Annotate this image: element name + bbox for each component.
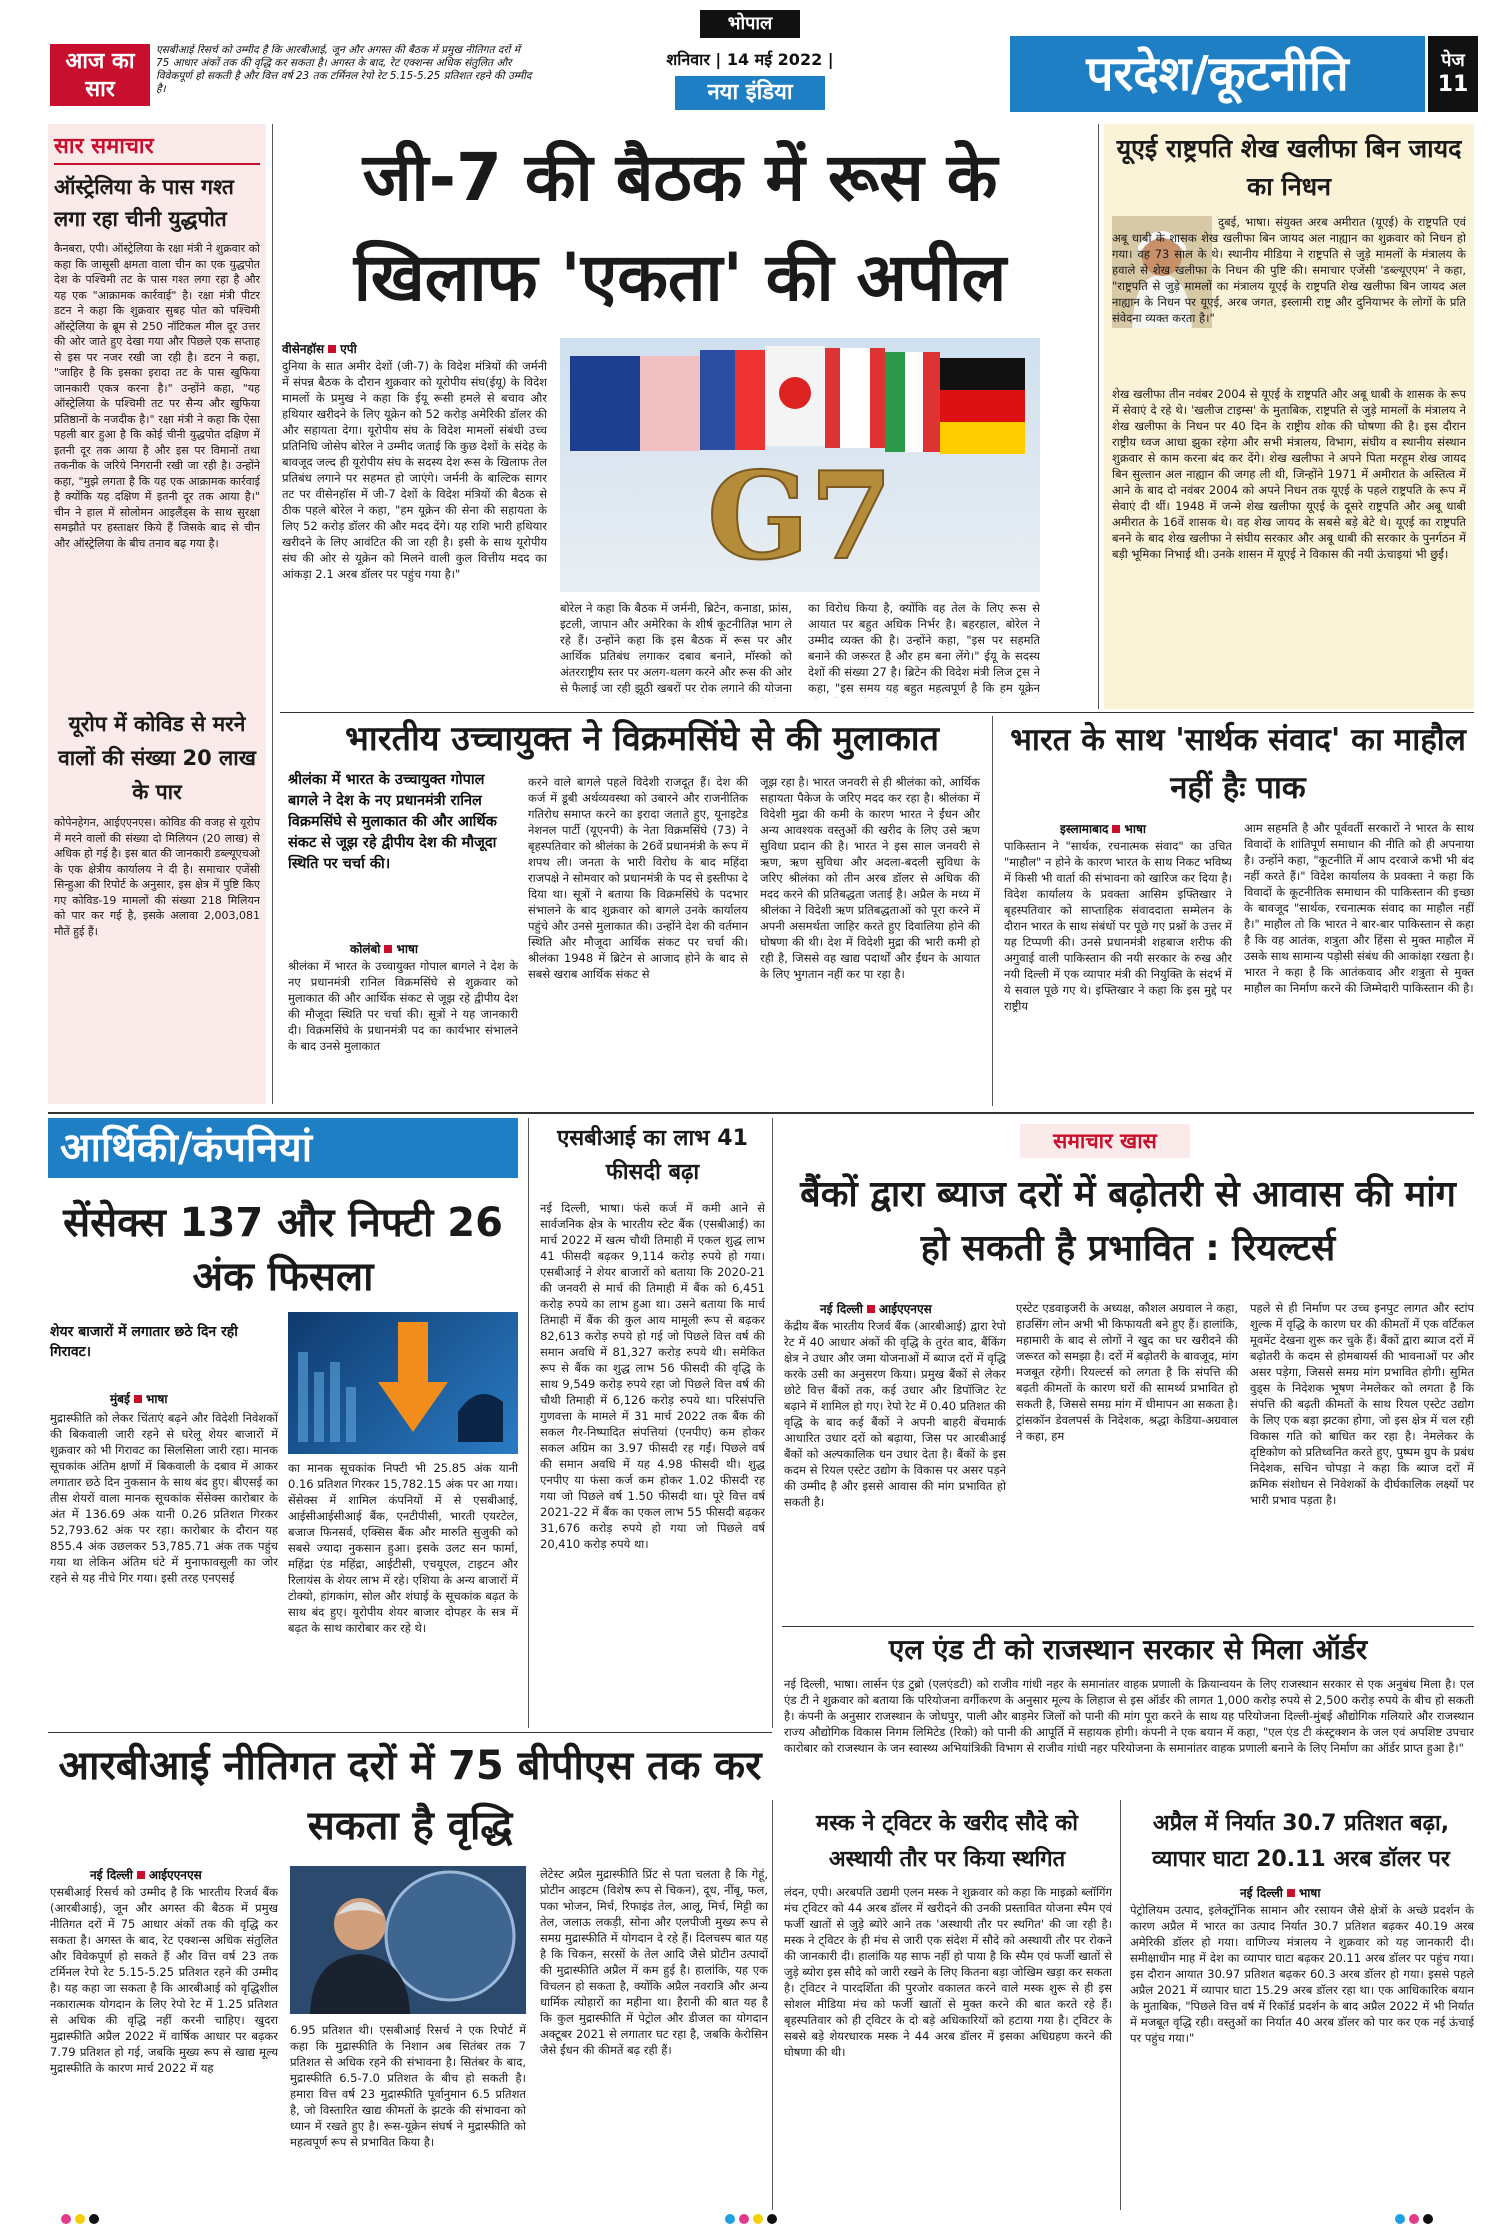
uae-box xyxy=(1104,124,1474,709)
musk-body: लंदन, एपी। अरबपति उद्यमी एलन मस्क ने शुक्रवार को कहा कि माइक्रो ब्लॉगिंग मंच ट्विटर को 44 अरब डॉलर में खरीदने की उनकी प्रस्तावित योजना स्पैम एवं फर्जी खातों से जुड़े ब्योरे आने तक 'अस्थायी तौर पर स्थगित' की जा रही है। मस्क ने ट्विटर के ही मंच से जारी एक संदेश में सौदे को अस्थायी तौर पर रोकने की जानकारी दी। हालांकि यह साफ नहीं हो पाया है कि स्पैम एवं फर्जी खातों से जुड़े ब्योरा इस सौदे को जारी रखने के लिए कितना बड़ा जोखिम खड़ा कर सकता है। ट्विटर ने पारदर्शिता की पुरजोर वकालत करने वाले मस्क शुरू से ही इस सोशल मीडिया मंच को फर्जी खातों से मुक्त करने की बात करते रहे हैं। बृहस्पतिवार को ही ट्विटर के दो बड़े अधिकारियों को हटाया गया है। ट्विटर के सबसे बड़े शेयरधारक मस्क ने 44 अरब डॉलर में इसका अधिग्रहण करने की घोषणा की थी। xyxy=(784,1885,1112,2059)
paper-logo-text: नया इंडिया xyxy=(707,80,793,105)
section-banner xyxy=(1010,36,1425,112)
samachar-khas-tag xyxy=(1020,1124,1190,1158)
uae-body-1: दुबई, भाषा। संयुक्त अरब अमीरात (यूएई) के राष्ट्रपति एवं अबू धाबी के शासक शेख खलीफा बिन जायद अल नाह्यान का शुक्रवार को निधन हो गया। वह 73 साल के थे। स्थानीय मीडिया ने राष्ट्रपति से जुड़े मामलों के मंत्रालय के हवाले से शेख खलीफा के निधन की पुष्टि की। समाचार एजेंसी 'डब्ल्यूएएम' ने कहा, "राष्ट्रपति से जुड़े मामलों का मंत्रालय यूएई के राष्ट्रपति शेख खलीफा बिन जायद अल नाह्यान के निधन पर यूएई, अरब जगत, इस्लामी राष्ट्र और दुनियाभर के लोगों के प्रति संवेदना व्यक्त करता है।" xyxy=(1112,215,1466,325)
byline-square-icon xyxy=(328,345,336,353)
byline-square-icon xyxy=(137,1871,145,1879)
date-line: शनिवार | 14 मई 2022 | xyxy=(666,50,834,69)
export-byline xyxy=(1240,1884,1440,1901)
rbi-right-rule xyxy=(772,1800,773,2210)
rbi-col2: 6.95 प्रतिशत थी। एसबीआई रिसर्च ने एक रिपोर्ट में कहा कि मुद्रास्फीति के निशान अब सितंबर तक 7 प्रतिशत से अधिक रहने की संभावना है। सितंबर के बाद, मुद्रास्फीति 6.5-7.0 प्रतिशत के बीच हो सकती है। हमारा वित्त वर्ष 23 मुद्रास्फीति पूर्वानुमान 6.5 प्रतिशत है, जो विस्तारित खाद्य कीमतों के झटके की संभावना को ध्यान में रखते हुए है। रूस-यूक्रेन संघर्ष ने मुद्रास्फीति को महत्वपूर्ण रूप से प्रभावित किया है। xyxy=(290,2023,526,2149)
srilanka-col1: श्रीलंका में भारत के उच्चायुक्त गोपाल बागले ने देश के नए प्रधानमंत्री रानिल विक्रमसिंघे से शुक्रवार को मुलाकात की और आर्थिक संकट से जूझ रहे द्वीपीय देश की मौजूदा स्थिति पर चर्चा की। सूत्रों ने यह जानकारी दी। विक्रमसिंघे के प्रधानमंत्री पद का कार्यभार संभालने के बाद उनसे मुलाकात xyxy=(288,959,518,1053)
mid-rule-1 xyxy=(280,712,1474,713)
khas-headline: बैंकों द्वारा ब्याज दरों में बढ़ोतरी से आवास की मांग हो सकती है प्रभावित : रियल्टर्स xyxy=(800,1174,1456,1269)
g7-byline-place: वीसेनहॉस xyxy=(282,342,325,356)
khas-byline-place: नई दिल्ली xyxy=(820,1302,863,1316)
lt-body: नई दिल्ली, भाषा। लार्सन एंड टुब्रो (एलएंडटी) को राजीव गांधी नहर के समानांतर वाहक प्रणाली के क्रियान्वयन के लिए राजस्थान सरकार से एक अनुबंध मिला है। एल एंड टी ने शुक्रवार को बताया कि परियोजना वर्गीकरण के अनुसार मूल्य के लिहाज से इस ऑर्डर की लागत 1,000 करोड़ रुपये से 2,500 करोड़ रुपये के बीच हो सकती है। कंपनी के अनुसार राजस्थान के जोधपुर, पाली और बाड़मेर जिलों को पानी की मांग पूरा करने के साथ यह परियोजना दिल्ली-मुंबई औद्योगिक गलियारे और राजस्थान राज्य औद्योगिक विकास निगम लिमिटेड (रिको) को पानी की आपूर्ति में सहायक होगी। कंपनी ने एक बयान में कहा, "एल एंड टी कंस्ट्रक्शन के जल एवं अपशिष्ट उपचार कारोबार को राजस्थान के जन स्वास्थ्य अभियांत्रिकी विभाग से राजीव गांधी नहर परियोजना के समानांतर वाहक प्रणाली बनाने के लिए निर्माण का ऑर्डर प्राप्त हुआ है।" xyxy=(784,1677,1474,1755)
byline-square-icon xyxy=(1287,1889,1295,1897)
sensex-deck: शेयर बाजारों में लगातार छठे दिन रही गिरावट। xyxy=(50,1324,238,1360)
aaj-ka-saar-box xyxy=(50,44,150,106)
pak-col2: आम सहमति है और पूर्ववर्ती सरकारों ने भारत के साथ विवादों के शांतिपूर्ण समाधान की नीति को ही अपनाया है। उन्होंने कहा, "कूटनीति में आप दरवाजे कभी भी बंद नहीं करते हैं।" विदेश कार्यालय के प्रवक्ता ने कहा कि विवादों के कूटनीतिक समाधान की पाकिस्तान की इच्छा के बावजूद "सार्थक, रचनात्मक संवाद का माहौल नहीं है।" माहौल तो कि भारत ने बार-बार पाकिस्तान से कहा है कि वह आतंक, शत्रुता और हिंसा से मुक्त माहौल में उसके साथ सामान्य पड़ोसी संबंध की आकांक्षा रखता है। भारत ने कहा है कि आतंकवाद और शत्रुता से मुक्त माहौल का निर्माण करने की जिम्मेदारी पाकिस्तान की है। xyxy=(1244,821,1474,995)
paper-name xyxy=(675,76,825,110)
rbi-top-rule xyxy=(48,1732,772,1733)
page-number: 11 xyxy=(1437,72,1469,97)
left-column-rule xyxy=(272,124,273,1104)
mid-rule-2 xyxy=(48,1112,1474,1114)
sbi-body: नई दिल्ली, भाषा। फंसे कर्ज में कमी आने से सार्वजनिक क्षेत्र के भारतीय स्टेट बैंक (एसबीआई) का मार्च 2022 में खत्म चौथी तिमाही में एकल शुद्ध लाभ 41 फीसदी बढ़कर 9,114 करोड़ रुपये हो गया। एसबीआई ने शेयर बाजारों को बताया कि 2020-21 की जनवरी से मार्च की तिमाही में बैंक को 6,451 करोड़ रुपये का लाभ हुआ था। उसने बताया कि मार्च तिमाही में बैंक की कुल आय मामूली रूप से बढ़कर 82,613 करोड़ रुपये हो गई जो पिछले वित्त वर्ष की समान अवधि में 81,327 करोड़ रुपये थी। समेकित रूप से बैंक का शुद्ध लाभ 56 फीसदी की वृद्धि के साथ 9,549 करोड़ रुपये रहा जो पिछले वित्त वर्ष की चौथी तिमाही में 6,126 करोड़ रुपये था। परिसंपत्ति गुणवत्ता के मामले में 31 मार्च 2022 तक बैंक की सकल गैर-निष्पादित संपत्तियां (एनपीए) कम होकर सकल अग्रिम का 3.97 फीसदी रह गईं। पिछले वर्ष की समान अवधि में यह 4.98 फीसदी थी। शुद्ध एनपीए या फंसा कर्ज कम होकर 1.02 फीसदी रह गया जो पिछले वर्ष 1.50 फीसदी था। पूरे वित्त वर्ष 2021-22 में बैंक का एकल लाभ 55 फीसदी बढ़कर 31,676 करोड़ रुपये हो गया जो पिछले वर्ष 20,410 करोड़ रुपये था। xyxy=(540,1201,765,1551)
pak-byline xyxy=(1060,820,1240,837)
khas-col3: पहले से ही निर्माण पर उच्च इनपुट लागत और स्टांप शुल्क में वृद्धि के कारण घर की कीमतों में एक वर्टिकल मूवमेंट देखना शुरू कर चुके हैं। बैंकों द्वारा ब्याज दरों में बढ़ोतरी के कदम से होमबायर्स की भावनाओं पर और असर पड़ेगा, जिससे समग्र मांग प्रभावित होगी। सुमित वुड्स के निदेशक भूषण नेमलेकर को लगता है कि संपत्ति की बढ़ती कीमतों के साथ रियल एस्टेट उद्योग के लिए एक बड़ा झटका होगा, जो इस क्षेत्र में चल रही विकास गति को बाधित कर रहा है। नेमलेकर के दृष्टिकोण को प्रतिध्वनित करते हुए, पुष्पम ग्रुप के प्रबंध निदेशक, सचिन चोपड़ा ने कहा कि ब्याज दरों में क्रमिक संशोधन से निवेशकों के दीर्घकालिक लक्ष्यों पर भारी प्रभाव पड़ता है। xyxy=(1250,1301,1474,1507)
rbi-byline xyxy=(90,1866,290,1883)
europe-covid-headline: यूरोप में कोविड से मरने वालों की संख्या 20 लाख के पार xyxy=(58,712,256,804)
g7-right-rule xyxy=(1098,124,1099,709)
khas-byline xyxy=(820,1300,1020,1317)
g7-col2: बोरेल ने कहा कि बैठक में जर्मनी, ब्रिटेन, कनाडा, फ्रांस, इटली, जापान और अमेरिका के शीर्ष कूटनीतिज्ञ भाग ले रहे हैं। उन्होंने कहा कि इस बैठक में रूस पर और आर्थिक प्रतिबंध लगाकर दबाव बनाने, मॉस्को को अंतरराष्ट्रीय स्तर पर अलग-थलग करने और रूस की ओर से फैलाई जा रही झूठी खबरों पर रोक लगाने की योजना xyxy=(560,601,792,695)
musk-headline: मस्क ने ट्विटर के खरीद सौदे को अस्थायी तौर पर किया स्थगित xyxy=(816,1811,1078,1872)
srilanka-right-rule xyxy=(992,716,993,1106)
uae-headline: यूएई राष्ट्रपति शेख खलीफा बिन जायद का निधन xyxy=(1116,134,1462,201)
byline-square-icon xyxy=(867,1305,875,1313)
srilanka-col3: जूझ रहा है। भारत जनवरी से ही श्रीलंका को, आर्थिक सहायता पैकेज के जरिए मदद कर रहा है। श्रीलंका में विदेशी मुद्रा की कमी के कारण भारत ने ईंधन और अन्य आवश्यक वस्तुओं की खरीद के लिए उसे ऋण सुविधा प्रदान की है। भारत ने इस साल जनवरी से ऋण, ऋण सुविधा और अदला-बदली सुविधा के जरिए श्रीलंका को तीन अरब डॉलर से अधिक की मदद करने की प्रतिबद्धता जताई है। अप्रैल के मध्य में श्रीलंका ने विदेशी ऋण प्रतिबद्धताओं को पूरा करने में अपनी असमर्थता जाहिर करते हुए दिवालिया होने की घोषणा की थी। देश में विदेशी मुद्रा की भारी कमी हो रही है, जिससे वह खाद्य पदार्थों और ईंधन के आयात के लिए भुगतान नहीं कर पा रहा है। xyxy=(760,775,980,981)
khas-bottom-rule xyxy=(782,1626,1474,1627)
export-byline-place: नई दिल्ली xyxy=(1240,1886,1283,1900)
lt-headline: एल एंड टी को राजस्थान सरकार से मिला ऑर्डर xyxy=(888,1633,1368,1666)
g7-logo-text: G7 xyxy=(707,446,893,587)
pak-headline: भारत के साथ 'सार्थक संवाद' का माहौल नहीं हैः पाक xyxy=(1010,722,1466,806)
rbi-col1: एसबीआई रिसर्च को उम्मीद है कि भारतीय रिजर्व बैंक (आरबीआई), जून और अगस्त की बैठक में प्रमुख नीतिगत दरों में 75 आधार अंकों तक की वृद्धि कर सकता है। अगस्त के बाद, रेट एक्शन्स अधिक संतुलित और विवेकपूर्ण हो सकते हैं और वित्त वर्ष 23 तक टर्मिनल रेपो रेट 5.15-5.25 प्रतिशत रहने की उम्मीद है। यह कहा जा सकता है कि आरबीआई को वृद्धिशील नकारात्मक योगदान के लिए रेपो रेट में 1.25 प्रतिशत से अधिक की वृद्धि नहीं करनी चाहिए। खुदरा मुद्रास्फीति अप्रैल 2022 में वार्षिक आधार पर बढ़कर 7.79 प्रतिशत हो गई, जबकि मुख्य रूप से खाद्य मूल्य मुद्रास्फीति के कारण मार्च 2022 में यह xyxy=(50,1885,278,2075)
srilanka-col2: करने वाले बागले पहले विदेशी राजदूत हैं। देश की कर्ज में डूबी अर्थव्यवस्था को उबारने और राजनीतिक गतिरोध समाप्त करने का इरादा जताते हुए, यूनाइटेड नेशनल पार्टी (यूएनपी) के नेता विक्रमसिंघे (73) ने बृहस्पतिवार को श्रीलंका के 26वें प्रधानमंत्री के रूप में शपथ ली। जनता के भारी विरोध के बाद महिंदा राजपक्षे ने सोमवार को प्रधानमंत्री के पद से इस्तीफा दे दिया था। सूत्रों ने बताया कि विक्रमसिंघे के पदभार संभालने के बाद शुक्रवार को बागले उनके कार्यालय पहुंचे और उनसे मुलाकात की। उन्होंने देश की वर्तमान स्थिति और मौजूदा आर्थिक संकट पर चर्चा की। श्रीलंका 1948 में ब्रिटेन से आजाद होने के बाद से सबसे खराब आर्थिक संकट से xyxy=(528,775,748,981)
g7-col1: दुनिया के सात अमीर देशों (जी-7) के विदेश मंत्रियों की जर्मनी में संपन्न बैठक के दौरान शुक्रवार को यूरोपीय संघ(ईयू) के विदेश मामलों के प्रमुख ने कहा कि ईयू रूसी हमले से बचाव और हथियार खरीदने के लिए यूक्रेन को 52 करोड़ अमेरिकी डॉलर की और सहायता देगा। यूरोपीय संघ के विदेश मामलों संबंधी उच्च प्रतिनिधि जोसेप बोरेल ने उम्मीद जताई कि कुछ देशों के संदेह के बावजूद जल्द ही यूरोपीय संघ के सदस्य देश रूस के खिलाफ तेल प्रतिबंध लगाने पर सहमत हो जाएंगे। जर्मनी के बाल्टिक सागर तट पर वीसेनहॉस में जी-7 देशों के विदेश मंत्रियों की बैठक से ठीक पहले बोरेल ने कहा, "हम यूक्रेन की सेना की सहायता के लिए 52 करोड़ डॉलर की और मदद देंगे। यह राशि भारी हथियार खरीदने के लिए आवंटित की जा रही है। इसी के साथ यूरोपीय संघ की ओर से यूक्रेन को मिलने वाली कुल वित्तीय मदद का आंकड़ा 2.1 अरब डॉलर पर पहुंच गया है।" xyxy=(282,359,547,581)
srilanka-byline-agency: भाषा xyxy=(396,942,419,956)
srilanka-headline: भारतीय उच्चायुक्त ने विक्रमसिंघे से की मुलाकात xyxy=(344,719,939,759)
color-dots-icon xyxy=(60,2213,1440,2225)
print-registration-marks xyxy=(60,2210,1440,2222)
g7-col3: का विरोध किया है, क्योंकि वह तेल के लिए रूस से आयात पर बहुत अधिक निर्भर है। बहरहाल, बोरेल ने उम्मीद व्यक्त की है। उन्होंने कहा, "इस पर सहमति बनाने की जरूरत है और हम बना लेंगे।" ईयू के सदस्य देशों की संख्या 27 है। ब्रिटेन की विदेश मंत्री लिज ट्रस ने कहा, "इस समय यह बहुत महत्वपूर्ण है कि हम यूक्रेन xyxy=(808,601,1040,695)
page-number-box xyxy=(1428,36,1478,112)
byline-square-icon xyxy=(134,1395,142,1403)
export-body: पेट्रोलियम उत्पाद, इलेक्ट्रॉनिक सामान और रसायन जैसे क्षेत्रों के अच्छे प्रदर्शन के कारण अप्रैल में भारत का उत्पाद निर्यात 30.7 प्रतिशत बढ़कर 40.19 अरब अमेरिकी डॉलर हो गया। वाणिज्य मंत्रालय ने शुक्रवार को यह जानकारी दी। समीक्षाधीन माह में देश का व्यापार घाटा बढ़कर 20.11 अरब डॉलर पर पहुंच गया। इस दौरान आयात 30.97 प्रतिशत बढ़कर 60.3 अरब डॉलर हो गया। इससे पहले अप्रैल 2021 में व्यापार घाटा 15.29 अरब डॉलर रहा था। एक आधिकारिक बयान के मुताबिक, "पिछले वित्त वर्ष में रिकॉर्ड प्रदर्शन के बाद अप्रैल 2022 में भी निर्यात में मजबूत वृद्धि रही। वस्तुओं का निर्यात 40 अरब डॉलर को पार कर एक नई ऊंचाई पर पहुंच गया।" xyxy=(1130,1903,1474,2045)
g7-headline: जी-7 की बैठक में रूस के खिलाफ 'एकता' की अपील xyxy=(353,139,1007,316)
samachar-khas-label: समाचार खास xyxy=(1053,1129,1157,1153)
china-warship-body: कैनबरा, एपी। ऑस्ट्रेलिया के रक्षा मंत्री ने शुक्रवार को कहा कि जासूसी क्षमता वाला चीन का एक युद्धपोत देश के पश्चिमी तट के पास गश्त लगा रहा है और यह एक "आक्रामक कार्रवाई" है। रक्षा मंत्री पीटर डटन ने कहा कि शुक्रवार सुबह पोत को पश्चिमी ऑस्ट्रेलिया के ब्रूम से 250 नॉटिकल मील दूर उत्तर की ओर जाते हुए देखा गया और पिछले एक सप्ताह से इस पर नजर रखी जा रही है। डटन ने कहा, "जाहिर है कि इसका इरादा तट के पास खुफिया जानकारी एकत्र करना है।" उन्होंने कहा, "यह ऑस्ट्रेलिया के पश्चिमी तट पर सैन्य और खुफिया प्रतिष्ठानों के नजदीक है।" रक्षा मंत्री ने कहा कि ऐसा पहली बार हुआ है कि कोई चीनी युद्धपोत दक्षिण में इतनी दूर तक आया है और इस पर विमानों तथा तकनीक के जरिये निगरानी रखी जा रही है। उन्होंने कहा, "मुझे लगता है कि यह एक आक्रामक कार्रवाई है क्योंकि यह दक्षिण में इतनी दूर तक आया है।" चीन ने हाल में सोलोमन आइलैंड्स के साथ सुरक्षा समझौते पर हस्ताक्षर किये हैं जिसके बाद से चीन और ऑस्ट्रेलिया के बीच तनाव बढ़ गया है। xyxy=(54,242,260,550)
sensex-byline-agency: भाषा xyxy=(145,1392,168,1406)
byline-square-icon xyxy=(1112,825,1120,833)
stock-market-graphic xyxy=(288,1312,518,1454)
rbi-governor-photo xyxy=(290,1866,526,2014)
rbi-headline: आरबीआई नीतिगत दरों में 75 बीपीएस तक कर सकता है वृद्धि xyxy=(58,1743,762,1849)
sbi-right-rule xyxy=(772,1118,773,1728)
khas-col2: एस्टेट एडवाइजरी के अध्यक्ष, कौशल अग्रवाल ने कहा, हाउसिंग लोन अभी भी किफायती बने हुए हैं। हालांकि, महामारी के बाद से लोगों ने खुद का घर खरीदने की जरूरत को समझा है। दरों में बढ़ोतरी के बावजूद, मांग मजबूत रहेगी। रियल्टर्स को लगता है कि संपत्ति की बढ़ती कीमतों के कारण घरों की सामर्थ्य प्रभावित हो सकती है, जिससे समग्र मांग में धीमापन आ सकता है। ट्रांसकॉन डेवलपर्स के निदेशक, श्रद्धा केडिया-अग्रवाल ने कहा, हम xyxy=(1016,1301,1238,1443)
khas-byline-agency: आईएएनएस xyxy=(878,1302,932,1316)
teaser: एसबीआई रिसर्च को उम्मीद है कि आरबीआई, जून और अगस्त की बैठक में प्रमुख नीतिगत दरों में 75 आधार अंकों तक की वृद्धि कर सकता है। अगस्त के बाद, रेट एक्शन्स अधिक संतुलित और विवेकपूर्ण हो सकती है और वित्त वर्ष 23 तक टर्मिनल रेपो रेट 5.15-5.25 प्रतिशत रहने की उम्मीद है। xyxy=(156,44,532,95)
rbi-col3: लेटेस्ट अप्रैल मुद्रास्फीति प्रिंट से पता चलता है कि गेहूं, प्रोटीन आइटम (विशेष रूप से चिकन), दूध, नींबू, फल, पका भोजन, मिर्च, रिफाइंड तेल, आलू, मिर्च, मिट्टी का तेल, जलाऊ लकड़ी, सोना और एलपीजी मुख्य रूप से समग्र मुद्रास्फीति में योगदान दे रहे हैं। दिलचस्प बात यह है कि चिकन, सरसों के तेल आदि जैसे प्रोटीन उत्पादों की मुद्रास्फीति अप्रैल में कम हुई है। हालांकि, यह एक विचलन हो सकता है, क्योंकि अप्रैल नवरात्रि और अन्य धार्मिक त्योहारों का महीना था। हैरानी की बात यह है कि कुल मुद्रास्फीति में पेट्रोल और डीजल का योगदान अक्टूबर 2021 से लगातार घट रहा है, जबकि केरोसिन जैसे ईंधन की कीमतें बढ़ रही हैं। xyxy=(540,1867,768,2057)
srilanka-byline xyxy=(350,940,530,957)
musk-right-rule xyxy=(1120,1800,1121,2210)
g7-byline xyxy=(282,340,552,357)
flags-image xyxy=(560,338,1040,592)
srilanka-byline-place: कोलंबो xyxy=(350,942,381,956)
sensex-col1: मुद्रास्फीति को लेकर चिंताएं बढ़ने और विदेशी निवेशकों की बिकवाली जारी रहने से घरेलू शेयर बाजारों में शुक्रवार को भी गिरावट का सिलसिला जारी रहा। मानक सूचकांक अंतिम क्षणों में बिकवाली के दबाव में आकर लगातार छठे दिन नुकसान के साथ बंद हुए। बीएसई का तीस शेयरों वाला मानक सूचकांक सेंसेक्स कारोबार के अंत में 136.69 अंक यानी 0.26 प्रतिशत गिरकर 52,793.62 अंक पर रहा। कारोबार के दौरान यह 855.4 अंक उछलकर 53,785.71 अंक तक पहुंच गया था लेकिन अंतिम घंटे में मुनाफावसूली का जोर रहने से यह नीचे गिर गया। इसी तरह एनएसई xyxy=(50,1411,278,1585)
sensex-right-rule xyxy=(528,1118,529,1728)
section-title: परदेश/कूटनीति xyxy=(1086,46,1349,102)
europe-covid-body: कोपेनहेगन, आईएएनएस। कोविड की वजह से यूरोप में मरने वालों की संख्या दो मिलियन (20 लाख) से अधिक हो गई है। इस बात की जानकारी डब्ल्यूएचओ के एक क्षेत्रीय कार्यालय ने दी है। समाचार एजेंसी सिन्हुआ की रिपोर्ट के अनुसार, इस क्षेत्र में पुष्टि किए गए कोविड-19 मामलों की संख्या 218 मिलियन को पार कर गई है, इसके अलावा 2,003,081 मौतें हुई हैं। xyxy=(54,816,260,938)
china-warship-headline: ऑस्ट्रेलिया के पास गश्त लगा रहा चीनी युद्धपोत xyxy=(54,175,234,231)
aaj-ka-saar-label: आज का सार xyxy=(65,49,135,102)
uae-body-2: शेख खलीफा तीन नवंबर 2004 से यूएई के राष्ट्रपति और अबू धाबी के शासक के रूप में सेवाएं दे रहे थे। 'खलीज टाइम्स' के मुताबिक, राष्ट्रपति से जुड़े मामलों के मंत्रालय ने शेख खलीफा के निधन पर 40 दिन के राष्ट्रीय शोक की घोषणा की है। इस दौरान राष्ट्रीय ध्वज आधा झुका रहेगा और सभी मंत्रालय, विभाग, संघीय व स्थानीय संस्थान शुक्रवार से काम करना बंद कर देंगे। शेख खलीफा ने अपने पिता मरहूम शेख जायद बिन सुल्तान अल नाह्यान की जगह ली थी, जिन्होंने 1971 में अमीरात के अस्तित्व में आने के बाद दो नवंबर 2004 को अपने निधन तक यूएई के पहले राष्ट्रपति के रूप में सेवाएं दी थीं। 1948 में जन्मे शेख खलीफा यूएई के दूसरे राष्ट्रपति और अबू धाबी अमीरात के 16वें शासक थे। वह शेख जायद के सबसे बड़े बेटे थे। यूएई का राष्ट्रपति बनने के बाद शेख खलीफा ने संघीय सरकार और अबू धाबी की सरकार के पुनर्गठन में बड़ी भूमिका निभाई थी। उनके शासन में यूएई ने विकास की नयी ऊंचाइयां भी छुईं। xyxy=(1112,387,1466,561)
saar-samachar-column xyxy=(48,124,266,1104)
srilanka-deck: श्रीलंका में भारत के उच्चायुक्त गोपाल बागले ने देश के नए प्रधानमंत्री रानिल विक्रमसिंघे से मुलाकात की और आर्थिक संकट से जूझ रहे द्वीपीय देश की मौजूदा स्थिति पर चर्चा की। xyxy=(288,772,497,872)
page-label: पेज xyxy=(1441,50,1465,71)
sensex-byline xyxy=(110,1390,280,1407)
export-byline-agency: भाषा xyxy=(1298,1886,1321,1900)
khas-col1: केंद्रीय बैंक भारतीय रिजर्व बैंक (आरबीआई) द्वारा रेपो रेट में 40 आधार अंकों की वृद्धि के तुरंत बाद, बैंकिंग क्षेत्र ने उधार और जमा योजनाओं में ब्याज दरों में वृद्धि करके उसी का अनुसरण किया। प्रमुख बैंकों से लेकर छोटे वित्त बैंकों तक, कई उधार और डिपॉजिट रेट बढ़ाने में शामिल हो गए। रेपो रेट में 0.40 प्रतिशत की वृद्धि के बाद कई बैंकों ने अपनी बाहरी बेंचमार्क आधारित उधार दरों को बढ़ाया, जिस पर आरबीआई बैंकों को अल्पकालिक धन उधार देता है। बैंकों के इस कदम से रियल एस्टेट उद्योग के विकास पर असर पड़ने की उम्मीद है और इससे आवास की मांग प्रभावित हो सकती है। xyxy=(784,1319,1006,1509)
rbi-byline-place: नई दिल्ली xyxy=(90,1868,133,1882)
g7-flags-photo xyxy=(560,338,1040,592)
byline-square-icon xyxy=(384,945,392,953)
sensex-headline: सेंसेक्स 137 और निफ्टी 26 अंक फिसला xyxy=(63,1200,503,1300)
export-headline: अप्रैल में निर्यात 30.7 प्रतिशत बढ़ा, व्यापार घाटा 20.11 अरब डॉलर पर xyxy=(1152,1811,1450,1872)
sensex-byline-place: मुंबई xyxy=(110,1392,130,1406)
pak-col1: पाकिस्तान ने "सार्थक, रचनात्मक संवाद" का उचित "माहौल" न होने के कारण भारत के साथ निकट भविष्य में किसी भी वार्ता की संभावना को खारिज कर दिया है। विदेश कार्यालय के प्रवक्ता आसिम इफ्तिखार ने बृहस्पतिवार को साप्ताहिक संवाददाता सम्मेलन के दौरान भारत के साथ संबंधों पर पूछे गए प्रश्नों के उत्तर में यह टिप्पणी की। उनसे प्रधानमंत्री शहबाज शरीफ की अगुवाई वाली पाकिस्तान की नयी सरकार के रुख और नयी दिल्ली में एक व्यापार मंत्री की नियुक्ति के संदर्भ में ये सवाल पूछे गए थे। इफ्तिखार ने कहा कि इस मुद्दे पर राष्ट्रीय xyxy=(1004,839,1232,1013)
saar-samachar-header: सार समाचार xyxy=(54,130,260,165)
business-section-banner xyxy=(48,1118,518,1178)
pak-byline-agency: भाषा xyxy=(1124,822,1147,836)
sbi-headline: एसबीआई का लाभ 41 फीसदी बढ़ा xyxy=(557,1126,748,1185)
bull-down-arrow-image xyxy=(288,1312,518,1454)
sensex-col2: का मानक सूचकांक निफ्टी भी 25.85 अंक यानी 0.16 प्रतिशत गिरकर 15,782.15 अंक पर आ गया। सेंसेक्स में शामिल कंपनियों में से एसबीआई, आईसीआईसीआई बैंक, एनटीपीसी, भारती एयरटेल, बजाज फिनसर्व, एक्सिस बैंक और मारुति सुजुकी को सबसे ज्यादा नुकसान हुआ। इसके उलट सन फार्मा, महिंद्रा एंड महिंद्रा, आईटीसी, एचयूएल, टाइटन और रिलायंस के शेयर लाभ में रहे। एशिया के अन्य बाजारों में टोक्यो, हांगकांग, सोल और शंघाई के सूचकांक बढ़त के साथ बंद हुए। यूरोपीय शेयर बाजार दोपहर के सत्र में बढ़त के साथ कारोबार कर रहे थे। xyxy=(288,1461,518,1635)
pak-byline-place: इस्लामाबाद xyxy=(1060,822,1109,836)
rbi-byline-agency: आईएएनएस xyxy=(148,1868,202,1882)
business-section-title: आर्थिकी/कंपनियां xyxy=(60,1125,313,1171)
rbi-governor-image xyxy=(290,1866,526,2014)
uae-top-area xyxy=(1112,214,1466,386)
masthead xyxy=(0,0,1500,112)
g7-byline-agency: एपी xyxy=(340,342,357,356)
city-tag: भोपाल xyxy=(700,10,800,38)
